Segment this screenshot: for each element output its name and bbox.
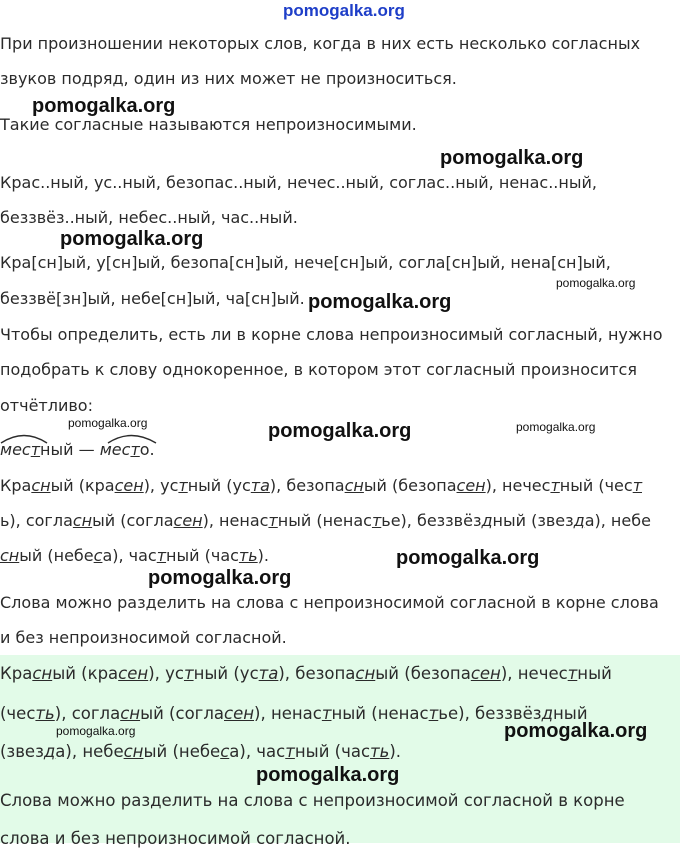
highlight: т (321, 704, 332, 723)
text: ный (ненас (277, 511, 372, 530)
text: ный (звез (492, 511, 574, 530)
watermark: pomogalka.org (60, 228, 204, 250)
watermark: pomogalka.org (32, 95, 176, 117)
text: ный (чес (559, 476, 633, 495)
rule-line-1: Чтобы определить, есть ли в корне слова непроизносимый согласный, нужно (0, 325, 663, 344)
text: ный (час (166, 546, 239, 565)
text: Кра (0, 664, 33, 683)
rule-line-3: отчётливо: (0, 396, 93, 415)
highlight: сен (470, 664, 501, 683)
answer1-line-1 (0, 475, 642, 497)
root-word-2: мес (99, 440, 131, 459)
highlight: д (43, 742, 56, 761)
highlight: сн (123, 742, 144, 761)
watermark: pomogalka.org (256, 764, 400, 786)
text: (чес (0, 704, 36, 723)
text: ый (кра (52, 664, 119, 683)
text: ный (час (294, 742, 371, 761)
text: ный (ненас (331, 704, 429, 723)
highlight: та (250, 476, 270, 495)
highlight: т (183, 664, 194, 683)
highlight: сен (456, 476, 486, 495)
watermark: pomogalka.org (56, 724, 136, 738)
text: ). (257, 546, 269, 565)
text: ), согла (54, 704, 121, 723)
answer2-line-2 (0, 703, 588, 725)
highlight: с (93, 546, 103, 565)
rule-line-2: подобрать к слову однокоренное, в котором этот согласный произносится (0, 360, 637, 379)
watermark: pomogalka.org (68, 416, 148, 430)
text: ый (безопа (363, 476, 457, 495)
text: ), ненас (202, 511, 269, 530)
text: ый (безопа (375, 664, 471, 683)
highlight: с (220, 742, 230, 761)
highlight: сн (0, 546, 20, 565)
text: а), небе (55, 742, 124, 761)
transcription-line-1: Кра[сн]ый, у[сн]ый, безопа[сн]ый, нече[сн]ый, согла[сн]ый, нена[сн]ый, (0, 253, 611, 272)
text: ный (ус (193, 664, 259, 683)
watermark: pomogalka.org (396, 547, 540, 569)
watermark: pomogalka.org (148, 567, 292, 589)
highlight: сн (120, 704, 141, 723)
highlight: т (567, 664, 578, 683)
highlight: сен (114, 476, 144, 495)
answer1-line-2 (0, 510, 651, 532)
highlight: та (258, 664, 279, 683)
highlight: т (428, 704, 439, 723)
example-line (0, 439, 155, 461)
text: ), нечес (485, 476, 551, 495)
highlight: т (371, 511, 382, 530)
text: ье), беззвёз (381, 511, 482, 530)
answer2-line-3 (0, 741, 401, 763)
text: а), час (102, 546, 157, 565)
word-ending: о. (139, 440, 155, 459)
watermark: pomogalka.org (440, 147, 584, 169)
conclusion-line-2: и без непроизносимой согласной. (0, 628, 287, 647)
text: ), ус (143, 476, 179, 495)
text: ный (577, 664, 612, 683)
highlight: ть (35, 704, 55, 723)
watermark: pomogalka.org (516, 420, 596, 434)
answer1-line-3 (0, 545, 269, 567)
watermark: pomogalka.org (504, 720, 648, 742)
highlight: т (550, 476, 560, 495)
text: ый (кра (50, 476, 115, 495)
root-word-1: мес (0, 440, 31, 459)
answer2-conclusion-1: Слова можно разделить на слова с непроизносимой согласной в корне (0, 791, 625, 810)
highlight: т (156, 546, 167, 565)
answer2-line-1 (0, 663, 612, 685)
text: ый (небе (143, 742, 221, 761)
watermark: pomogalka.org (268, 420, 412, 442)
text: ), ус (148, 664, 184, 683)
highlight: сн (31, 476, 51, 495)
highlight: т (285, 742, 295, 761)
root-letter: т (130, 440, 140, 459)
text: ный (553, 704, 588, 723)
text: а), час (229, 742, 286, 761)
watermark-top[interactable]: pomogalka.org (283, 1, 405, 20)
highlight: ть (370, 742, 390, 761)
text: ье), беззвёз (438, 704, 542, 723)
highlight: ть (238, 546, 258, 565)
exercise-line-2: беззвёз..ный, небес..ный, час..ный. (0, 208, 298, 227)
text: ь), согла (0, 511, 73, 530)
text: ый (согла (92, 511, 174, 530)
highlight: д (541, 704, 553, 723)
conclusion-line-1: Слова можно разделить на слова с непроизносимой согласной в корне слова (0, 593, 659, 612)
text: ный (ус (187, 476, 251, 495)
highlight: т (268, 511, 278, 530)
highlight: д (481, 511, 493, 530)
word-ending: ный — (40, 440, 100, 459)
text: ый (небе (19, 546, 94, 565)
text: ый (согла (140, 704, 224, 723)
text: ). (389, 742, 402, 761)
text: ), нечес (500, 664, 568, 683)
intro-line-1: При произношении некоторых слов, когда в них есть несколько согласных (0, 34, 641, 53)
text: ), безопа (269, 476, 345, 495)
highlight: т (178, 476, 188, 495)
highlight: т (632, 476, 643, 495)
definition-line: Такие согласные называются непроизносимыми. (0, 115, 417, 134)
highlight: сен (173, 511, 203, 530)
watermark: pomogalka.org (308, 291, 452, 313)
highlight: сн (32, 664, 53, 683)
highlight: сн (72, 511, 93, 530)
text: ), ненас (254, 704, 322, 723)
highlight: сн (344, 476, 364, 495)
watermark: pomogalka.org (556, 276, 636, 290)
highlight: сен (224, 704, 255, 723)
text: Кра (0, 476, 32, 495)
highlight: сн (355, 664, 376, 683)
root-letter: т (30, 440, 41, 459)
highlight: д (573, 511, 585, 530)
answer2-conclusion-2: слова и без непроизносимой согласной. (0, 829, 351, 848)
text: а), небе (584, 511, 651, 530)
exercise-line-1: Крас..ный, ус..ный, безопас..ный, нечес..ный, соглас..ный, ненас..ный, (0, 173, 597, 192)
transcription-line-2: беззвё[зн]ый, небе[сн]ый, ча[сн]ый. (0, 289, 305, 308)
text: (звез (0, 742, 44, 761)
text: ), безопа (278, 664, 356, 683)
highlight: сен (118, 664, 149, 683)
intro-line-2: звуков подряд, один из них может не произноситься. (0, 69, 457, 88)
